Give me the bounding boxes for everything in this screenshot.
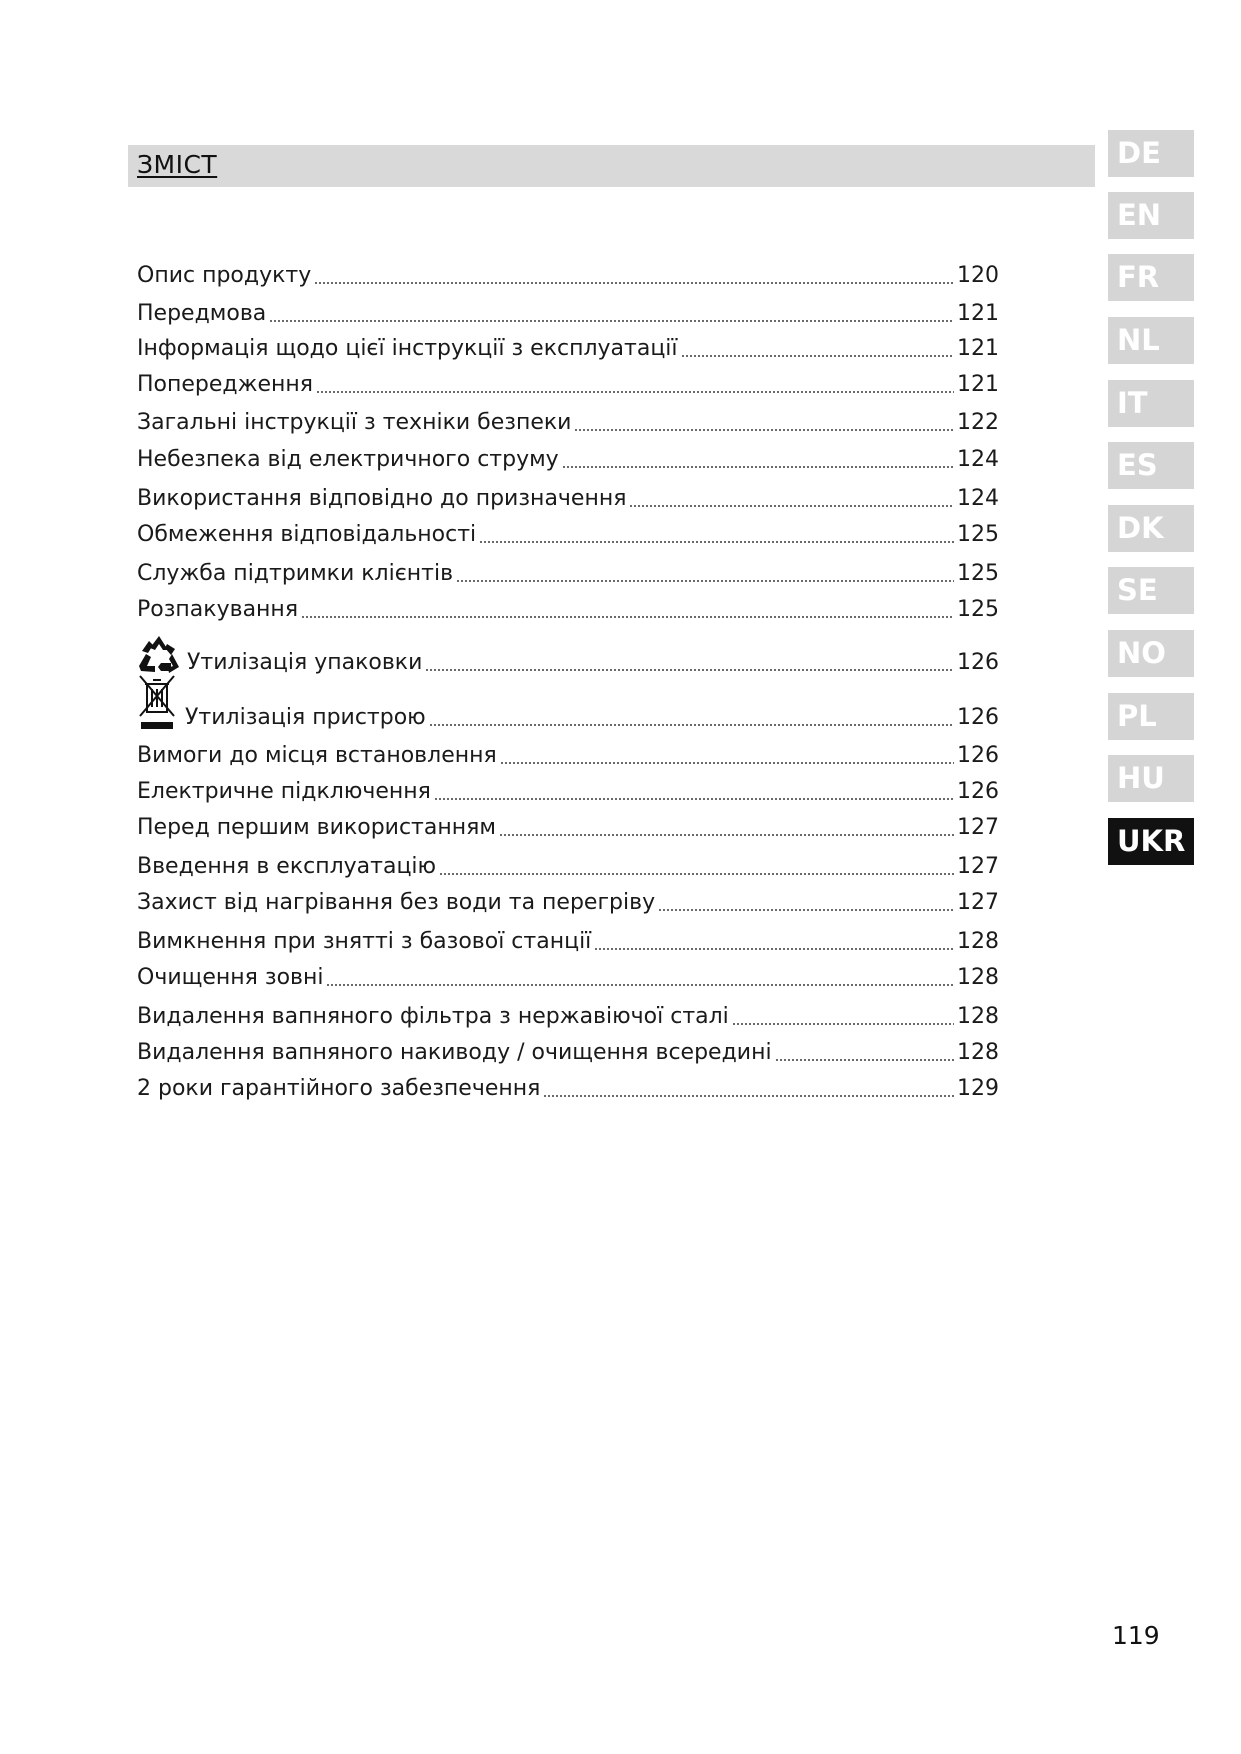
toc-leader-dots — [479, 541, 954, 543]
toc-entry-page: 125 — [957, 522, 999, 547]
toc-entry-label: Утилізація пристрою — [185, 705, 426, 730]
toc-entry-page: 128 — [957, 965, 999, 990]
toc-leader-dots — [326, 984, 954, 986]
toc-entry-label: Видалення вапняного фільтра з нержавіючої сталі — [137, 1004, 729, 1029]
lang-tab-it[interactable]: IT — [1108, 380, 1194, 427]
toc-leader-dots — [301, 616, 954, 618]
toc-entry-page: 126 — [957, 743, 999, 768]
lang-tab-se[interactable]: SE — [1108, 567, 1194, 614]
toc-leader-dots — [439, 873, 954, 875]
toc-leader-dots — [543, 1095, 954, 1097]
toc-entry-page: 128 — [957, 1040, 999, 1065]
toc-entry-page: 126 — [957, 779, 999, 804]
toc-leader-dots — [629, 505, 954, 507]
toc-entry[interactable] — [137, 924, 999, 956]
toc-entry-page: 124 — [957, 447, 999, 472]
lang-tab-nl[interactable]: NL — [1108, 317, 1194, 364]
toc-entry[interactable] — [137, 481, 999, 513]
toc-entry[interactable] — [137, 556, 999, 588]
lang-tab-pl[interactable]: PL — [1108, 693, 1194, 740]
toc-entry[interactable] — [137, 258, 999, 290]
toc-leader-dots — [456, 580, 954, 582]
toc-entry-label: Загальні інструкції з техніки безпеки — [137, 410, 572, 435]
toc-entry-label: Передмова — [137, 301, 267, 326]
lang-tab-dk[interactable]: DK — [1108, 505, 1194, 552]
toc-entry-label: Утилізація упаковки — [187, 650, 423, 675]
toc-entry[interactable] — [137, 517, 999, 549]
toc-entry[interactable] — [137, 670, 999, 732]
toc-entry[interactable] — [137, 999, 999, 1031]
toc-leader-dots — [775, 1059, 954, 1061]
crossed-out-bin-icon — [137, 672, 177, 732]
lang-tab-de[interactable]: DE — [1108, 130, 1194, 177]
toc-entry[interactable] — [137, 367, 999, 399]
toc-entry-label: Перед першим використанням — [137, 815, 496, 840]
toc-leader-dots — [500, 762, 954, 764]
toc-entry-page: 121 — [957, 372, 999, 397]
lang-tab-ukr[interactable]: UKR — [1108, 818, 1194, 865]
toc-entry-page: 126 — [957, 705, 999, 730]
toc-leader-dots — [574, 429, 954, 431]
section-header-bar — [128, 145, 1095, 187]
toc-leader-dots — [658, 909, 954, 911]
toc-entry[interactable] — [137, 405, 999, 437]
toc-entry-page: 120 — [957, 263, 999, 288]
toc-leader-dots — [732, 1023, 954, 1025]
toc-entry-page: 124 — [957, 486, 999, 511]
toc-entry[interactable] — [137, 296, 999, 328]
toc-entry-label: Видалення вапняного накиводу / очищення всередині — [137, 1040, 772, 1065]
lang-tab-es[interactable]: ES — [1108, 442, 1194, 489]
toc-entry-label: Інформація щодо цієї інструкції з експлуатації — [137, 336, 678, 361]
toc-entry-page: 122 — [957, 410, 999, 435]
page-number: 119 — [1112, 1621, 1160, 1650]
toc-leader-dots — [434, 798, 954, 800]
toc-entry-label: Захист від нагрівання без води та перегріву — [137, 890, 656, 915]
toc-entry-label: Служба підтримки клієнтів — [137, 561, 454, 586]
toc-entry[interactable] — [137, 592, 999, 624]
lang-tab-en[interactable]: EN — [1108, 192, 1194, 239]
toc-entry[interactable] — [137, 1071, 999, 1103]
toc-leader-dots — [562, 466, 954, 468]
toc-entry-page: 126 — [957, 650, 999, 675]
toc-entry[interactable] — [137, 810, 999, 842]
toc-leader-dots — [681, 355, 954, 357]
toc-entry-label: Використання відповідно до призначення — [137, 486, 627, 511]
toc-entry-label: Електричне підключення — [137, 779, 431, 804]
toc-leader-dots — [499, 834, 954, 836]
toc-leader-dots — [429, 724, 954, 726]
page-title: ЗМІСТ — [137, 150, 218, 179]
toc-entry-label: Вимоги до місця встановлення — [137, 743, 497, 768]
toc-entry-page: 127 — [957, 815, 999, 840]
toc-entry-page: 128 — [957, 1004, 999, 1029]
toc-entry-label: Опис продукту — [137, 263, 312, 288]
toc-entry-label: Обмеження відповідальності — [137, 522, 477, 547]
toc-entry[interactable] — [137, 960, 999, 992]
toc-leader-dots — [314, 282, 954, 284]
toc-entry-label: Попередження — [137, 372, 313, 397]
toc-entry[interactable] — [137, 738, 999, 770]
toc-leader-dots — [269, 320, 954, 322]
toc-entry-label: Вимкнення при знятті з базової станції — [137, 929, 592, 954]
toc-entry-page: 121 — [957, 336, 999, 361]
toc-entry-page: 129 — [957, 1076, 999, 1101]
toc-entry-page: 125 — [957, 561, 999, 586]
toc-entry-page: 127 — [957, 854, 999, 879]
toc-entry-label: Розпакування — [137, 597, 299, 622]
toc-entry-label: Введення в експлуатацію — [137, 854, 437, 879]
toc-entry-page: 121 — [957, 301, 999, 326]
toc-entry-page: 128 — [957, 929, 999, 954]
toc-leader-dots — [594, 948, 954, 950]
toc-entry-label: Очищення зовні — [137, 965, 324, 990]
toc-entry-label: 2 роки гарантійного забезпечення — [137, 1076, 541, 1101]
lang-tab-hu[interactable]: HU — [1108, 755, 1194, 802]
toc-entry-page: 125 — [957, 597, 999, 622]
toc-entry[interactable] — [137, 774, 999, 806]
toc-entry-page: 127 — [957, 890, 999, 915]
toc-entry-label: Небезпека від електричного струму — [137, 447, 559, 472]
toc-entry[interactable] — [137, 331, 999, 363]
toc-leader-dots — [316, 391, 954, 393]
toc-entry[interactable] — [137, 442, 999, 474]
toc-entry[interactable] — [137, 849, 999, 881]
toc-entry[interactable] — [137, 1035, 999, 1067]
lang-tab-fr[interactable]: FR — [1108, 254, 1194, 301]
toc-entry[interactable] — [137, 885, 999, 917]
lang-tab-no[interactable]: NO — [1108, 630, 1194, 677]
